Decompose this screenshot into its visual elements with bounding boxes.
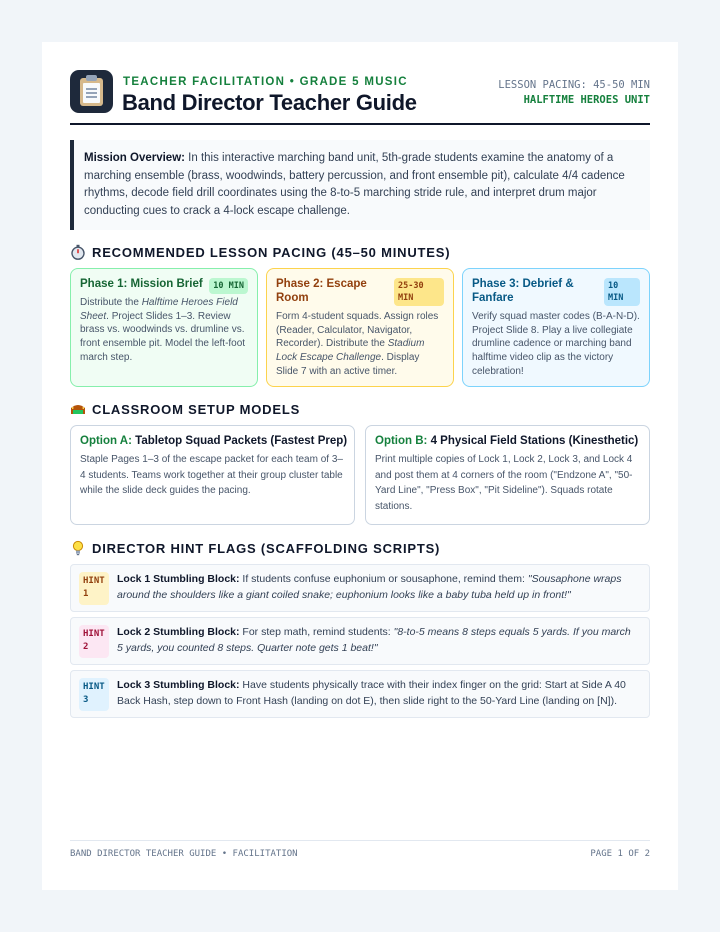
option-tag: Option A: (80, 435, 132, 447)
header-divider (70, 123, 650, 125)
page-number: PAGE 1 OF 2 (590, 849, 650, 859)
phase-description: Verify squad master codes (B-A-N-D). Project Slide 8. Play a live collegiate drumline cadence or marching band halftime video clip as the victory celebration! (472, 311, 640, 377)
phase-duration-badge: 10 MIN (209, 278, 248, 294)
clipboard-icon (70, 70, 113, 113)
page-title: Band Director Teacher Guide (122, 90, 417, 115)
phase-card-3 (462, 268, 650, 387)
field-sheet-title: Halftime Heroes Field Sheet (80, 297, 238, 322)
phase-title: Phase 2: Escape Room (276, 278, 367, 304)
mission-label: Mission Overview: (84, 152, 185, 164)
hint-flag-1: HINT 1 Lock 1 Stumbling Block: If students confuse euphonium or sousaphone, remind them: "Sousaphone wraps around the shoulders like a giant coiled snake; euphonium looks like a baby tuba held up in front!" (70, 564, 650, 612)
phase-card-1 (70, 268, 258, 387)
hint-badge: HINT 2 (79, 625, 109, 658)
hint-badge: HINT 1 (79, 572, 109, 605)
guide-page (42, 42, 678, 890)
option-description: Staple Pages 1–3 of the escape packet for each team of 3–4 students. Teams work together at their group cluster table while the slide deck guides the pacing. (80, 454, 343, 496)
hints-heading (70, 540, 440, 556)
footer-divider (70, 840, 650, 841)
phase-description: Distribute the Halftime Heroes Field Sheet. Project Slides 1–3. Review brass vs. woodwinds vs. drumline vs. front ensemble pit. Model the left-foot march step. (80, 297, 246, 363)
phase-duration-badge: 25-30 MIN (394, 278, 444, 306)
phase-card-2 (266, 268, 454, 387)
stopwatch-icon (70, 244, 86, 260)
hint-flag-2: HINT 2 Lock 2 Stumbling Block: For step math, remind students: "8-to-5 means 8 steps equals 5 yards. If you march 5 yards, you counted 8 steps. Quarter note gets 1 beat!" (70, 617, 650, 665)
hints-heading-text: DIRECTOR HINT FLAGS (SCAFFOLDING SCRIPTS) (92, 541, 441, 556)
setup-option-a (70, 425, 355, 525)
challenge-title: Stadium Lock Escape Challenge (276, 338, 425, 364)
setup-heading-text: CLASSROOM SETUP MODELS (92, 402, 301, 417)
hint-label: Lock 2 Stumbling Block: (117, 626, 240, 638)
option-tag: Option B: (375, 435, 428, 447)
unit-label: HALFTIME HEROES UNIT (523, 94, 650, 106)
hint-flag-3: HINT 3 Lock 3 Stumbling Block: Have students physically trace with their index finger on the grid: Start at Side A 40 Back Hash, step down to Front Hash (landing on dot E), then slide right to the 50-Yard Line (landing on [N]). (70, 670, 650, 718)
hint-label: Lock 3 Stumbling Block: (117, 679, 240, 691)
option-title: Option A: Tabletop Squad Packets (Fastest Prep) (80, 435, 348, 447)
phase-title: Phase 1: Mission Brief (80, 278, 203, 290)
phase-duration-badge: 10 MIN (604, 278, 640, 306)
option-title: Option B: 4 Physical Field Stations (Kinesthetic) (375, 435, 639, 447)
pacing-heading-text: RECOMMENDED LESSON PACING (45–50 MINUTES) (92, 245, 451, 260)
pacing-heading (70, 244, 450, 260)
mission-overview (70, 140, 650, 230)
page-header (70, 70, 650, 126)
phase-title: Phase 3: Debrief & Fanfare (472, 278, 574, 304)
hint-label: Lock 1 Stumbling Block: (117, 573, 240, 585)
setup-option-b (365, 425, 650, 525)
stadium-icon (70, 401, 86, 417)
header-kicker: TEACHER FACILITATION • GRADE 5 MUSIC (123, 76, 408, 88)
phase-description: Form 4-student squads. Assign roles (Reader, Calculator, Navigator, Recorder). Distribute the Stadium Lock Escape Challenge. Display Slide 7 with an active timer. (276, 311, 439, 377)
hint-script: "Sousaphone wraps around the shoulders like a giant coiled snake; euphonium looks like a baby tuba held up in front!" (117, 573, 622, 601)
setup-heading (70, 401, 300, 417)
option-description: Print multiple copies of Lock 1, Lock 2, Lock 3, and Lock 4 and post them at 4 corners of the room ("Endzone A", "50-Yard Line", "Press Box", "Pit Sideline"). Squads rotate stations. (375, 454, 633, 512)
hint-script: "8-to-5 means 8 steps equals 5 yards. If you march 5 yards, you counted 8 steps. Quarter note gets 1 beat!" (117, 626, 631, 654)
hint-badge: HINT 3 (79, 678, 109, 711)
mission-text: In this interactive marching band unit, 5th-grade students examine the anatomy of a marching ensemble (brass, woodwinds, battery percussion, and front ensemble pit), calculate 4/4 cadence rhythms, decode field drill coordinates using the 8-to-5 marching stride rule, and interpret drum major conducting cues to crack a 4-lock escape challenge. (84, 152, 625, 217)
lesson-pacing-label: LESSON PACING: 45-50 MIN (498, 79, 650, 91)
footer-left: BAND DIRECTOR TEACHER GUIDE • FACILITATION (70, 849, 298, 859)
lightbulb-icon (70, 540, 86, 556)
